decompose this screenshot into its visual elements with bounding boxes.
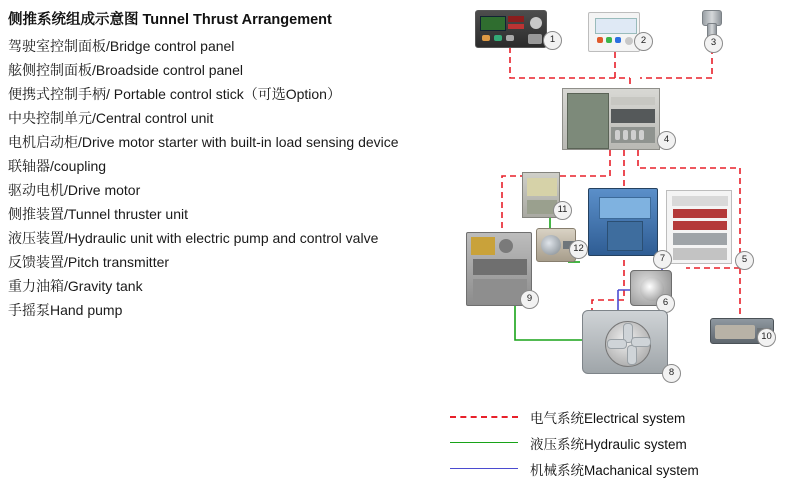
legend-swatch-mechanical bbox=[450, 468, 518, 469]
legend-label-electrical: 电气系统Electrical system bbox=[530, 411, 686, 426]
list-item: 电机启动柜/Drive motor starter with built-in load sensing device bbox=[8, 134, 399, 150]
callout-5: 5 bbox=[735, 251, 754, 270]
list-item: 联轴器/coupling bbox=[8, 158, 107, 174]
list-item: 侧推装置/Tunnel thruster unit bbox=[8, 206, 188, 222]
legend bbox=[450, 405, 780, 483]
callout-12: 12 bbox=[569, 240, 588, 259]
callout-9: 9 bbox=[520, 290, 539, 309]
list-item: 驱动电机/Drive motor bbox=[8, 182, 141, 198]
list-item: 中央控制单元/Central control unit bbox=[8, 110, 214, 126]
callout-1: 1 bbox=[543, 31, 562, 50]
page-title: 侧推系统组成示意图 Tunnel Thrust Arrangement bbox=[8, 12, 332, 28]
callout-2: 2 bbox=[634, 32, 653, 51]
legend-row-hydraulic bbox=[450, 431, 780, 457]
device-drive-motor[interactable] bbox=[588, 188, 658, 256]
list-item: 重力油箱/Gravity tank bbox=[8, 278, 143, 294]
legend-swatch-hydraulic bbox=[450, 442, 518, 443]
list-item: 反馈装置/Pitch transmitter bbox=[8, 254, 170, 270]
device-tunnel-thruster-unit[interactable] bbox=[582, 310, 668, 374]
callout-4: 4 bbox=[657, 131, 676, 150]
legend-label-hydraulic: 液压系统Hydraulic system bbox=[530, 437, 687, 452]
list-item: 便携式控制手柄/ Portable control stick（可选Option） bbox=[8, 86, 341, 102]
callout-6: 6 bbox=[656, 294, 675, 313]
device-drive-motor-starter[interactable] bbox=[666, 190, 732, 264]
callout-7: 7 bbox=[653, 250, 672, 269]
device-central-control-unit[interactable] bbox=[562, 88, 660, 150]
legend-row-electrical bbox=[450, 405, 780, 431]
legend-swatch-electrical bbox=[450, 416, 518, 418]
legend-row-mechanical bbox=[450, 457, 780, 483]
callout-10: 10 bbox=[757, 328, 776, 347]
device-broadside-control-panel[interactable] bbox=[588, 12, 640, 52]
callout-3: 3 bbox=[704, 34, 723, 53]
list-item: 舷侧控制面板/Broadside control panel bbox=[8, 62, 243, 78]
component-list bbox=[8, 34, 458, 322]
callout-11: 11 bbox=[553, 201, 572, 220]
callout-8: 8 bbox=[662, 364, 681, 383]
list-item: 手摇泵Hand pump bbox=[8, 302, 123, 318]
list-item: 液压装置/Hydraulic unit with electric pump and control valve bbox=[8, 230, 379, 246]
list-item: 驾驶室控制面板/Bridge control panel bbox=[8, 38, 235, 54]
legend-label-mechanical: 机械系统Machanical system bbox=[530, 463, 699, 478]
device-bridge-control-panel[interactable] bbox=[475, 10, 547, 48]
